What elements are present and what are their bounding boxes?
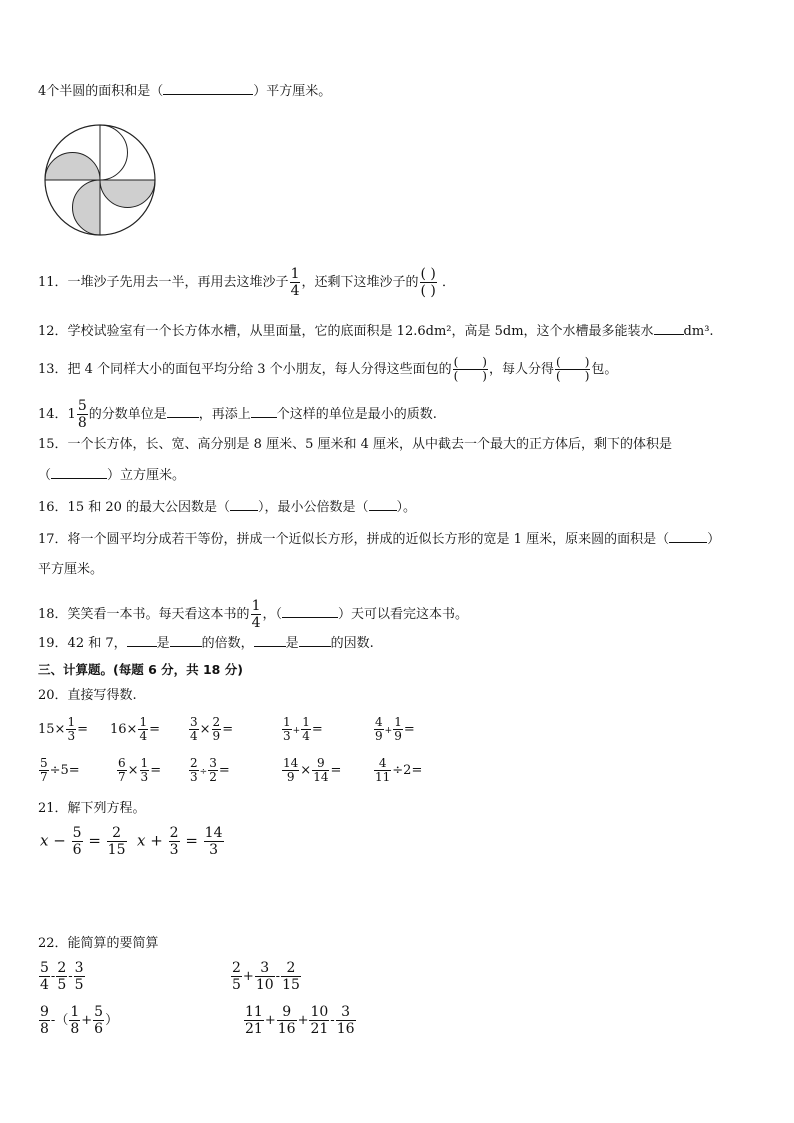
q20-r1-c4-bn: 1 <box>302 715 310 729</box>
q15-answer-blank[interactable] <box>51 466 107 479</box>
q22-e1-fa <box>39 960 50 993</box>
q18-text-b: ，（ <box>262 607 282 622</box>
q12-number: 12． <box>38 324 68 339</box>
q20-r1-c2-eq: = <box>149 722 160 737</box>
q22-e2-op2: - <box>275 969 281 984</box>
q20-r1-c4-op: + <box>292 726 301 736</box>
q20-r1-c3-frac-a <box>189 716 199 743</box>
semicircle-top-left <box>45 153 100 180</box>
q20-r2-c2 <box>116 757 161 784</box>
q20-r2-c5-post: ÷2= <box>392 763 423 778</box>
q15-text-a: 一个长方体，长、宽、高分别是 8 厘米、5 厘米和 4 厘米，从中截去一个最大的正方体后，剩下的体积是 <box>67 437 673 452</box>
q16-text-c: ）。 <box>396 500 417 515</box>
q22-e2-cn: 2 <box>281 960 301 977</box>
q20-r2-c2-ad: 7 <box>118 770 126 784</box>
q18-number: 18． <box>38 607 68 622</box>
q14-fraction <box>77 398 88 431</box>
q20-r2-c3-frac-a <box>189 757 199 784</box>
q22-e2-bn: 3 <box>255 960 275 977</box>
q22-e1-ad: 4 <box>40 977 49 993</box>
q11-text-c: ． <box>442 275 456 290</box>
q20-r1-c5-frac-a <box>374 716 384 743</box>
q16-number: 16． <box>38 500 68 515</box>
q20-r1-c3-an: 3 <box>190 715 198 729</box>
q13-line <box>38 356 617 383</box>
q11-fraction-quarter <box>290 266 301 299</box>
q22-expr-3 <box>38 1004 118 1037</box>
q20-r1-c2 <box>110 716 160 743</box>
q20-r1-c1-n: 1 <box>67 715 76 729</box>
q20-r1-c4-frac-b <box>301 716 311 743</box>
q22-e4-op2: + <box>297 1013 309 1028</box>
q20-r1-c5-an: 4 <box>375 715 383 729</box>
q22-e1-op1: - <box>50 969 56 984</box>
q20-r1-c4-ad: 3 <box>283 729 291 743</box>
q12-line <box>38 322 714 341</box>
q22-e4-cn: 10 <box>310 1004 329 1020</box>
q20-r1-c5-op: + <box>384 726 393 736</box>
q15-text-b: （ <box>38 468 52 483</box>
q20-r2-c5-n: 4 <box>374 757 391 771</box>
q20-r2-c4-eq: = <box>330 763 342 778</box>
q20-r2-c3-op: ÷ <box>199 767 208 777</box>
q19-line <box>38 634 374 653</box>
q14-answer-blank-1[interactable] <box>167 405 199 418</box>
semicircle-bottom-right <box>100 180 155 208</box>
q16-answer-blank-1[interactable] <box>230 498 258 511</box>
q22-e1-op2: - <box>68 969 73 984</box>
q18-fraction <box>251 598 262 631</box>
q15-text-c: ）立方厘米。 <box>107 468 186 483</box>
q22-e1-cd: 5 <box>74 977 84 993</box>
q22-e1-bn: 2 <box>57 960 67 976</box>
q20-r2-c5 <box>373 757 422 784</box>
q19-text-d: 是 <box>285 636 299 651</box>
q21-e2-bd: 3 <box>209 842 219 858</box>
q11-f2-num[interactable]: ( ) <box>420 266 436 282</box>
q21-e2-bn: 14 <box>204 825 223 841</box>
q18-line <box>38 598 468 631</box>
q22-e1-fb <box>56 960 67 993</box>
q14-text-a: 的分数单位是 <box>88 407 167 422</box>
q20-r1-c4 <box>281 716 323 743</box>
q20-r1-c1-pre: 15× <box>38 722 66 737</box>
q10-answer-blank[interactable] <box>163 82 253 95</box>
q19-answer-blank-1[interactable] <box>127 634 157 647</box>
q20-r1-c3-bn: 2 <box>212 715 221 729</box>
q22-e4-fc <box>309 1004 329 1037</box>
q22-e3-op1: -（ <box>50 1013 69 1028</box>
q20-r1-c3-bd: 9 <box>212 729 221 743</box>
q21-e1-an: 5 <box>72 825 82 841</box>
q20-r1-c4-eq: = <box>311 722 323 737</box>
q14-number: 14． <box>38 407 68 422</box>
q22-e3-bn: 1 <box>70 1004 80 1020</box>
q13-number: 13． <box>38 362 68 377</box>
q20-r1-c5-bd: 9 <box>394 729 402 743</box>
q21-e1-op: − <box>53 831 66 850</box>
q15-number: 15． <box>38 437 68 452</box>
q20-r2-c2-eq: = <box>150 763 162 778</box>
q22-e3-fc <box>93 1004 104 1037</box>
q17-line-1 <box>38 530 720 549</box>
q22-e4-ad: 21 <box>245 1021 263 1037</box>
q18-den: 4 <box>251 615 261 631</box>
q19-number: 19． <box>38 636 68 651</box>
q22-e4-dd: 16 <box>336 1021 355 1037</box>
q22-e3-bd: 8 <box>70 1021 80 1037</box>
q10-text-a: 4个半圆的面积和是（ <box>38 84 164 99</box>
q22-e4-an: 11 <box>245 1004 263 1020</box>
q22-e4-op3: - <box>330 1013 335 1028</box>
q20-r1-c1 <box>38 716 88 743</box>
q21-e2-an: 2 <box>169 825 179 841</box>
q21-e2-eq: = <box>185 831 198 850</box>
q10-text-b: ）平方厘米。 <box>253 84 332 99</box>
q20-r2-c3-bn: 3 <box>209 756 217 770</box>
q11-f2-den[interactable]: ( ) <box>420 283 436 299</box>
q20-r1-c4-an: 1 <box>283 715 291 729</box>
q20-r1-c1-frac <box>66 716 76 743</box>
q22-e3-cd: 6 <box>94 1021 104 1037</box>
q19-text-b: 是 <box>156 636 170 651</box>
q22-e2-cd: 15 <box>282 977 300 993</box>
q22-e3-fa <box>39 1004 50 1037</box>
q20-r2-c3-eq: = <box>218 763 230 778</box>
q20-r2-c2-frac-b <box>140 757 150 784</box>
semicircle-bottom-left <box>73 180 101 235</box>
q22-e4-dn: 3 <box>336 1004 356 1021</box>
q20-title: 20．直接写得数. <box>38 688 137 703</box>
q14-num: 5 <box>77 398 87 414</box>
q21-e1-ad: 6 <box>72 842 82 858</box>
q21-e2-ad: 3 <box>169 842 179 858</box>
q22-e3-fb <box>69 1004 80 1037</box>
q20-r2-c4-op: × <box>300 763 312 778</box>
q20-r2-c3-frac-b <box>208 757 218 784</box>
q18-num: 1 <box>251 598 261 614</box>
q21-equation-2 <box>137 825 225 858</box>
q20-r1-c2-n: 1 <box>139 715 148 729</box>
q22-e4-fa <box>244 1004 264 1037</box>
q20-r2-c4-ad: 9 <box>286 770 295 784</box>
q19-text-e: 的因数. <box>330 636 374 651</box>
q20-r2-c3 <box>188 757 230 784</box>
q20-r2-c2-bn: 1 <box>140 756 149 770</box>
q17-text-b: ） <box>707 532 721 547</box>
q14-answer-blank-2[interactable] <box>251 405 277 418</box>
q22-e1-cn: 3 <box>74 960 84 976</box>
q20-r1-c4-frac-a <box>282 716 292 743</box>
q20-r2-c2-bd: 3 <box>140 770 149 784</box>
q20-r1-c4-bd: 4 <box>302 729 310 743</box>
q18-text-a: 笑笑看一本书。每天看这本书的 <box>67 607 250 622</box>
q22-e3-op2: + <box>81 1013 93 1028</box>
q19-answer-blank-2[interactable] <box>170 634 202 647</box>
q16-answer-blank-2[interactable] <box>369 498 397 511</box>
q22-expr-2 <box>230 960 302 993</box>
q14-text-b: ，再添上 <box>198 407 251 422</box>
q21-e1-bn: 2 <box>107 825 127 842</box>
q22-e2-an: 2 <box>232 960 241 976</box>
q20-r2-c2-frac-a <box>117 757 127 784</box>
q11-text-a: 一堆沙子先用去一半，再用去这堆沙子 <box>67 275 289 290</box>
q11-f1-num: 1 <box>290 266 300 282</box>
q20-r2-c1-d: 7 <box>40 770 48 784</box>
q20-r2-c4 <box>281 757 341 784</box>
q16-text-a: 15 和 20 的最大公因数是（ <box>67 500 231 515</box>
q21-e1-frac-a <box>72 825 83 858</box>
q22-expr-1 <box>38 960 86 993</box>
q12-text-a: 学校试验室有一个长方体水槽，从里面量，它的底面积是 12.6dm²，高是 5dm，这个水槽最多能装水 <box>67 324 654 339</box>
q20-r1-c1-eq: = <box>77 722 88 737</box>
q22-e4-bn: 9 <box>277 1004 297 1021</box>
q16-line <box>38 498 416 517</box>
q22-e4-bd: 16 <box>277 1021 296 1037</box>
q13-text-c: 包。 <box>591 362 618 377</box>
q14-whole: 1 <box>67 407 76 422</box>
q13-f1-num[interactable]: ( ) <box>453 355 487 369</box>
q22-e3-cn: 5 <box>94 1004 104 1020</box>
q20-r1-c2-d: 4 <box>139 729 148 743</box>
q22-e4-fd <box>336 1004 356 1037</box>
q14-den: 8 <box>77 415 87 431</box>
q20-r1-c5-bn: 1 <box>394 715 402 729</box>
q21-e2-frac-b <box>204 825 224 858</box>
q20-r2-c1-frac <box>39 757 49 784</box>
q22-e4-op1: + <box>264 1013 276 1028</box>
q13-answer-fraction-2[interactable] <box>555 356 590 383</box>
q20-r2-c3-bd: 2 <box>209 770 217 784</box>
q22-e2-fb <box>255 960 275 993</box>
q22-e1-bd: 5 <box>57 977 67 993</box>
q13-text-b: ，每人分得 <box>489 362 555 377</box>
q20-r1-c3-frac-b <box>212 716 222 743</box>
q22-expr-4 <box>243 1004 357 1037</box>
q13-f1-den[interactable]: ( ) <box>453 369 487 383</box>
q20-r1-c3-eq: = <box>222 722 234 737</box>
q15-line-2 <box>38 466 185 485</box>
q22-e2-bd: 10 <box>255 977 274 993</box>
q21-e1-x: x <box>40 831 49 850</box>
q20-r2-c4-frac-b <box>312 757 329 784</box>
q17-text-a: 将一个圆平均分成若干等份，拼成一个近似长方形，拼成的近似长方形的宽是 1 厘米，原来圆的面积是（ <box>67 532 670 547</box>
q20-r1-c5-eq: = <box>403 722 415 737</box>
semicircle-top-right <box>100 125 127 180</box>
q20-r1-c3-op: × <box>199 722 211 737</box>
q22-e3-an: 9 <box>40 1004 49 1020</box>
q19-answer-blank-4[interactable] <box>299 634 331 647</box>
q21-e2-x: x <box>137 831 146 850</box>
q20-r1-c5-frac-b <box>393 716 403 743</box>
q20-r1-c5 <box>373 716 415 743</box>
q13-answer-fraction-1[interactable] <box>453 356 488 383</box>
q20-r2-c5-d: 11 <box>375 770 391 784</box>
q20-r2-c4-bn: 9 <box>312 757 329 771</box>
q15-line-1 <box>38 436 672 454</box>
q22-e2-fc <box>281 960 301 993</box>
q14-line <box>38 398 437 431</box>
q22-title: 22．能简算的要简算 <box>38 936 159 951</box>
q20-r2-c5-frac <box>374 757 391 784</box>
q14-text-c: 个这样的单位是最小的质数. <box>276 407 437 422</box>
q22-e1-an: 5 <box>40 960 49 976</box>
q13-f2-num[interactable]: ( ) <box>556 355 590 369</box>
q22-e4-fb <box>277 1004 297 1037</box>
q22-e2-op1: + <box>242 969 254 984</box>
q19-text-c: 的倍数， <box>201 636 254 651</box>
q21-e1-eq: = <box>88 831 101 850</box>
q19-text-a: 42 和 7， <box>67 636 127 651</box>
q21-e2-frac-a <box>169 825 180 858</box>
q20-r2-c2-op: × <box>127 763 139 778</box>
q20-r2-c1-post: ÷5= <box>49 763 80 778</box>
q22-e4-cd: 21 <box>310 1021 329 1037</box>
q20-r1-c3 <box>188 716 233 743</box>
q22-e3-close: ） <box>105 1013 119 1028</box>
q20-r2-c2-an: 6 <box>118 756 126 770</box>
q20-r2-c4-bd: 14 <box>313 770 329 784</box>
q22-e2-ad: 5 <box>232 977 241 993</box>
q19-answer-blank-3[interactable] <box>254 634 286 647</box>
q20-r1-c3-ad: 4 <box>190 729 198 743</box>
q22-e1-fc <box>74 960 85 993</box>
q16-text-b: ），最小公倍数是（ <box>258 500 369 515</box>
q21-e2-op: + <box>150 831 163 850</box>
q11-f1-den: 4 <box>290 283 300 299</box>
q11-answer-fraction[interactable] <box>420 266 437 299</box>
q11-number: 11． <box>38 275 68 290</box>
q21-equation-1 <box>40 825 128 858</box>
q20-r2-c3-ad: 3 <box>190 770 198 784</box>
q11-text-b: ，还剩下这堆沙子的 <box>301 275 419 290</box>
q17-answer-blank[interactable] <box>669 530 707 543</box>
q20-r1-c2-frac <box>138 716 148 743</box>
q17-number: 17． <box>38 532 68 547</box>
q20-r2-c3-an: 2 <box>190 756 198 770</box>
q10-line <box>38 82 331 101</box>
section-3-heading: 三、计算题。(每题 6 分，共 18 分) <box>38 662 243 677</box>
q20-r2-c1-n: 5 <box>40 756 48 770</box>
q20-r1-c2-pre: 16× <box>110 722 138 737</box>
pinwheel-circle-figure <box>40 120 160 240</box>
q11-line <box>38 266 455 299</box>
q12-text-b: dm³. <box>683 324 714 339</box>
q17-line-2 <box>38 561 103 579</box>
q22-e2-fa <box>231 960 242 993</box>
q20-r1-c5-ad: 9 <box>375 729 383 743</box>
q20-r2-c1 <box>38 757 80 784</box>
q20-r2-c4-an: 14 <box>283 756 299 770</box>
q22-e3-ad: 8 <box>40 1021 49 1037</box>
q20-r1-c1-d: 3 <box>67 729 76 743</box>
q18-text-c: ）天可以看完这本书。 <box>338 607 469 622</box>
q20-r2-c4-frac-a <box>282 757 299 784</box>
q21-e1-frac-b <box>107 825 127 858</box>
q13-text-a: 把 4 个同样大小的面包平均分给 3 个小朋友，每人分得这些面包的 <box>67 362 452 377</box>
q18-answer-blank[interactable] <box>282 605 338 618</box>
q13-f2-den[interactable]: ( ) <box>556 369 590 383</box>
q21-e1-bd: 15 <box>107 842 126 858</box>
q12-answer-blank[interactable] <box>654 322 684 335</box>
q21-title: 21．解下列方程。 <box>38 801 146 816</box>
q17-text-c: 平方厘米。 <box>38 562 104 577</box>
